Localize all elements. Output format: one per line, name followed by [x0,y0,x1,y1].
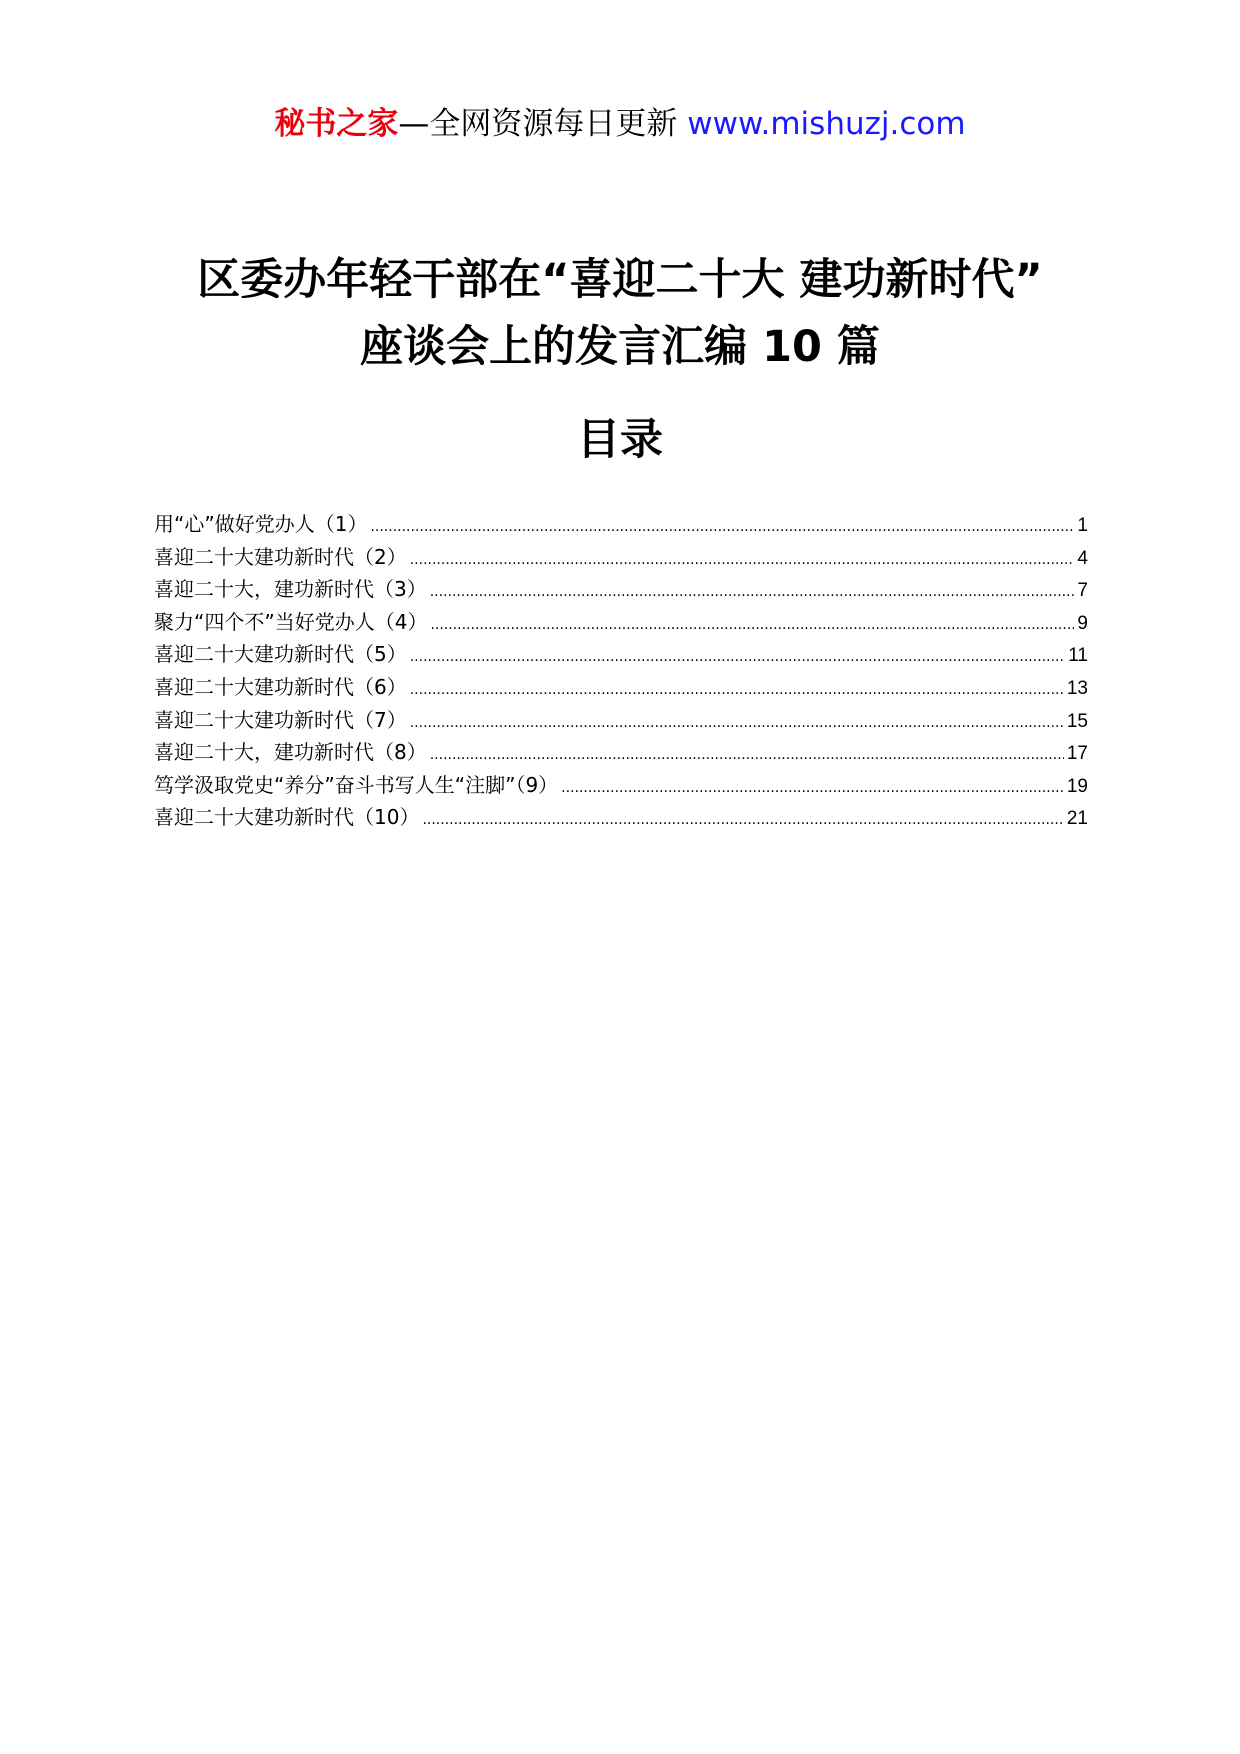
toc-entry-title: 喜迎二十大建功新时代（6） [154,674,407,699]
toc-leader-dots [410,707,1064,739]
header-tagline: —全网资源每日更新 [398,106,688,142]
site-header [0,104,1240,144]
toc-entry[interactable] [154,638,1088,671]
toc-entry-title: 喜迎二十大建功新时代（7） [154,707,407,732]
toc-entry-page: 7 [1077,580,1088,602]
toc-heading: 目录 [577,415,663,465]
toc-leader-dots [370,511,1074,543]
toc-entry-page: 9 [1077,612,1088,634]
toc-entry-page: 11 [1068,645,1088,667]
toc-entry[interactable] [154,671,1088,704]
toc-entry-title: 聚力“四个不”当好党办人（4） [154,609,428,634]
toc-entry-page: 1 [1077,515,1088,536]
site-url-link[interactable]: www.mishuzj.com [687,106,966,142]
table-of-contents [154,508,1088,834]
toc-entry-title: 喜迎二十大，建功新时代（3） [154,577,427,602]
toc-leader-dots [410,544,1075,576]
toc-entry-page: 19 [1066,775,1088,797]
toc-leader-dots [430,739,1064,771]
toc-entry[interactable] [154,606,1088,639]
toc-entry-page: 21 [1066,808,1088,830]
toc-entry[interactable] [154,736,1088,769]
toc-entry-page: 4 [1077,547,1088,569]
toc-entry-title: 喜迎二十大建功新时代（2） [154,544,407,569]
document-title-line-1: 区委办年轻干部在“喜迎二十大 建功新时代” [197,255,1043,305]
toc-leader-dots [422,804,1063,836]
toc-entry[interactable] [154,801,1088,834]
document-title-line-2: 座谈会上的发言汇编 10 篇 [360,322,880,372]
toc-entry-title: 喜迎二十大，建功新时代（8） [154,740,427,765]
toc-leader-dots [430,609,1074,641]
toc-entry-title: 喜迎二十大建功新时代（10） [154,805,420,830]
toc-entry-page: 17 [1066,743,1088,765]
toc-entry[interactable] [154,769,1088,802]
toc-leader-dots [410,641,1066,673]
toc-leader-dots [561,772,1064,804]
toc-leader-dots [430,576,1075,608]
brand-name: 秘书之家 [274,106,399,142]
toc-entry-title: 喜迎二十大建功新时代（5） [154,642,407,667]
toc-entry[interactable] [154,508,1088,541]
toc-entry-page: 13 [1066,677,1088,699]
toc-entry-page: 15 [1066,710,1088,732]
toc-leader-dots [410,674,1064,706]
toc-entry[interactable] [154,541,1088,574]
toc-entry-title: 用“心”做好党办人（1） [154,512,368,536]
toc-entry[interactable] [154,573,1088,606]
toc-entry-title: 笃学汲取党史“养分”奋斗书写人生“注脚”（9） [154,772,559,797]
toc-entry[interactable] [154,704,1088,737]
